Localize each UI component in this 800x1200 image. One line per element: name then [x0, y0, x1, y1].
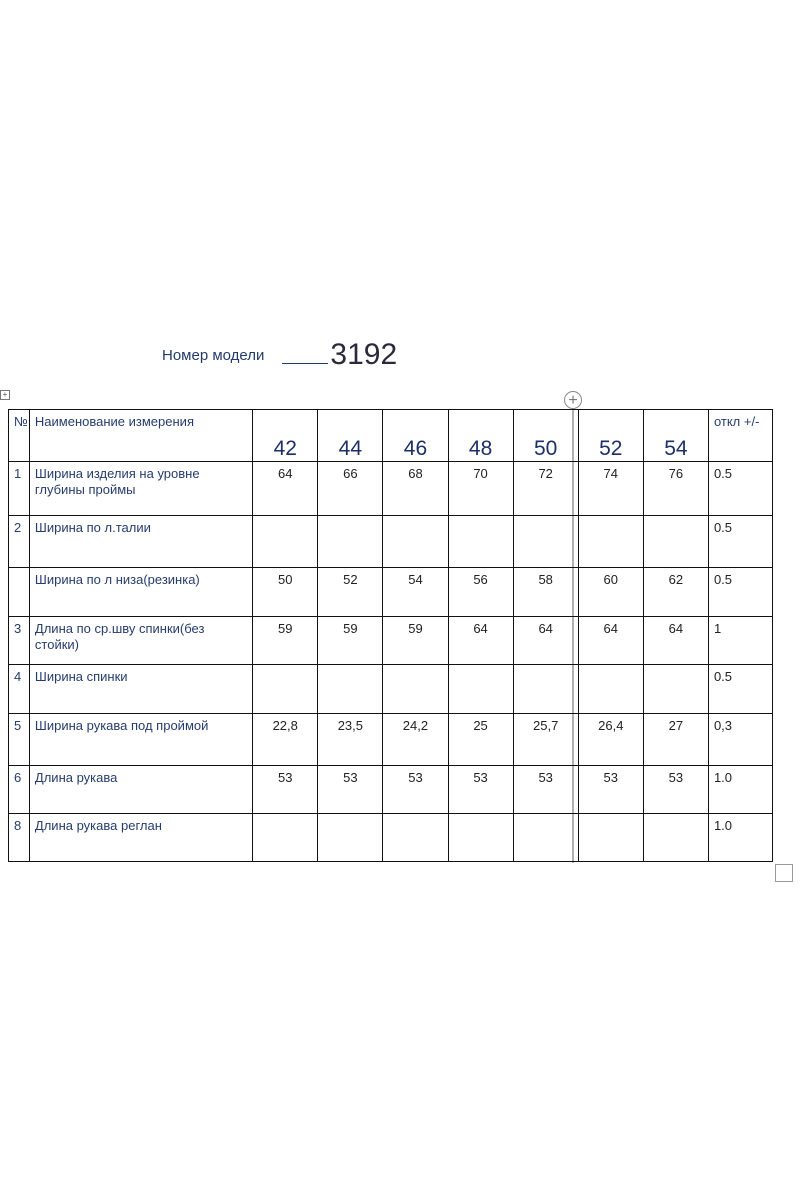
measurement-name: Длина рукава — [29, 766, 252, 814]
size-value-50: 64 — [513, 617, 578, 665]
table-row — [9, 665, 773, 714]
size-value-50: 58 — [513, 568, 578, 617]
size-value-44: 23,5 — [318, 714, 383, 766]
row-number: 8 — [9, 814, 30, 862]
row-number: 4 — [9, 665, 30, 714]
header-no: № — [9, 410, 30, 462]
row-number: 6 — [9, 766, 30, 814]
measurement-name: Длина рукава реглан — [29, 814, 252, 862]
deviation-value: 0.5 — [708, 516, 772, 568]
measurement-name: Ширина изделия на уровне глубины проймы — [29, 462, 252, 516]
size-value-42: 53 — [253, 766, 318, 814]
size-value-46: 68 — [383, 462, 448, 516]
size-value-44 — [318, 665, 383, 714]
size-value-42 — [253, 516, 318, 568]
size-value-52 — [578, 665, 643, 714]
row-number: 3 — [9, 617, 30, 665]
model-label: Номер модели — [162, 347, 265, 364]
size-value-54: 64 — [643, 617, 708, 665]
size-value-46: 24,2 — [383, 714, 448, 766]
size-value-42: 59 — [253, 617, 318, 665]
size-value-54 — [643, 665, 708, 714]
size-value-52: 60 — [578, 568, 643, 617]
header-size-48: 48 — [448, 410, 513, 462]
model-number: 3192 — [330, 338, 398, 371]
size-value-54 — [643, 516, 708, 568]
size-value-44: 53 — [318, 766, 383, 814]
size-value-46 — [383, 814, 448, 862]
size-value-50: 25,7 — [513, 714, 578, 766]
size-value-48: 56 — [448, 568, 513, 617]
table-row — [9, 462, 773, 516]
table-row — [9, 714, 773, 766]
header-deviation: откл +/- — [708, 410, 772, 462]
table-body — [9, 462, 773, 862]
size-value-54: 62 — [643, 568, 708, 617]
size-value-52: 64 — [578, 617, 643, 665]
deviation-value: 1 — [708, 617, 772, 665]
size-value-50: 53 — [513, 766, 578, 814]
size-value-48 — [448, 516, 513, 568]
size-value-48: 53 — [448, 766, 513, 814]
size-value-44 — [318, 516, 383, 568]
size-value-54 — [643, 814, 708, 862]
size-value-48: 64 — [448, 617, 513, 665]
measurement-name: Ширина по л.талии — [29, 516, 252, 568]
size-value-48: 25 — [448, 714, 513, 766]
size-value-50 — [513, 814, 578, 862]
size-value-42 — [253, 814, 318, 862]
size-value-46: 54 — [383, 568, 448, 617]
table-row — [9, 516, 773, 568]
measurement-table — [8, 409, 773, 862]
table-row — [9, 568, 773, 617]
deviation-value: 0.5 — [708, 665, 772, 714]
measurement-name: Длина по ср.шву спинки(без стойки) — [29, 617, 252, 665]
size-value-44: 52 — [318, 568, 383, 617]
size-value-52 — [578, 814, 643, 862]
table-row — [9, 617, 773, 665]
size-value-52 — [578, 516, 643, 568]
measurement-name: Ширина по л низа(резинка) — [29, 568, 252, 617]
size-value-42: 50 — [253, 568, 318, 617]
row-number: 5 — [9, 714, 30, 766]
size-value-50 — [513, 665, 578, 714]
table-header-row — [9, 410, 773, 462]
size-value-54: 76 — [643, 462, 708, 516]
model-underline — [282, 363, 328, 364]
header-size-46: 46 — [383, 410, 448, 462]
size-value-48 — [448, 814, 513, 862]
size-value-52: 74 — [578, 462, 643, 516]
measurement-name: Ширина рукава под проймой — [29, 714, 252, 766]
row-number: 2 — [9, 516, 30, 568]
deviation-value: 0,3 — [708, 714, 772, 766]
header-size-54: 54 — [643, 410, 708, 462]
header-size-52: 52 — [578, 410, 643, 462]
resize-handle-icon[interactable] — [775, 864, 793, 882]
table-row — [9, 766, 773, 814]
size-value-48 — [448, 665, 513, 714]
size-value-46 — [383, 665, 448, 714]
size-value-52: 26,4 — [578, 714, 643, 766]
size-value-46: 53 — [383, 766, 448, 814]
size-value-44: 59 — [318, 617, 383, 665]
deviation-value: 1.0 — [708, 766, 772, 814]
model-number-line — [162, 330, 397, 370]
header-size-50: 50 — [513, 410, 578, 462]
header-size-44: 44 — [318, 410, 383, 462]
size-value-50: 72 — [513, 462, 578, 516]
size-value-54: 53 — [643, 766, 708, 814]
size-value-52: 53 — [578, 766, 643, 814]
size-value-44 — [318, 814, 383, 862]
deviation-value: 0.5 — [708, 462, 772, 516]
row-number — [9, 568, 30, 617]
size-value-42: 22,8 — [253, 714, 318, 766]
size-value-48: 70 — [448, 462, 513, 516]
size-value-54: 27 — [643, 714, 708, 766]
size-value-42: 64 — [253, 462, 318, 516]
size-value-44: 66 — [318, 462, 383, 516]
deviation-value: 0.5 — [708, 568, 772, 617]
header-size-42: 42 — [253, 410, 318, 462]
size-value-46: 59 — [383, 617, 448, 665]
deviation-value: 1.0 — [708, 814, 772, 862]
table-row — [9, 814, 773, 862]
size-value-46 — [383, 516, 448, 568]
row-number: 1 — [9, 462, 30, 516]
plus-circle-icon[interactable]: + — [564, 391, 582, 409]
measurement-name: Ширина спинки — [29, 665, 252, 714]
size-value-42 — [253, 665, 318, 714]
size-value-50 — [513, 516, 578, 568]
move-handle-icon[interactable]: + — [0, 390, 10, 400]
header-name: Наименование измерения — [29, 410, 252, 462]
